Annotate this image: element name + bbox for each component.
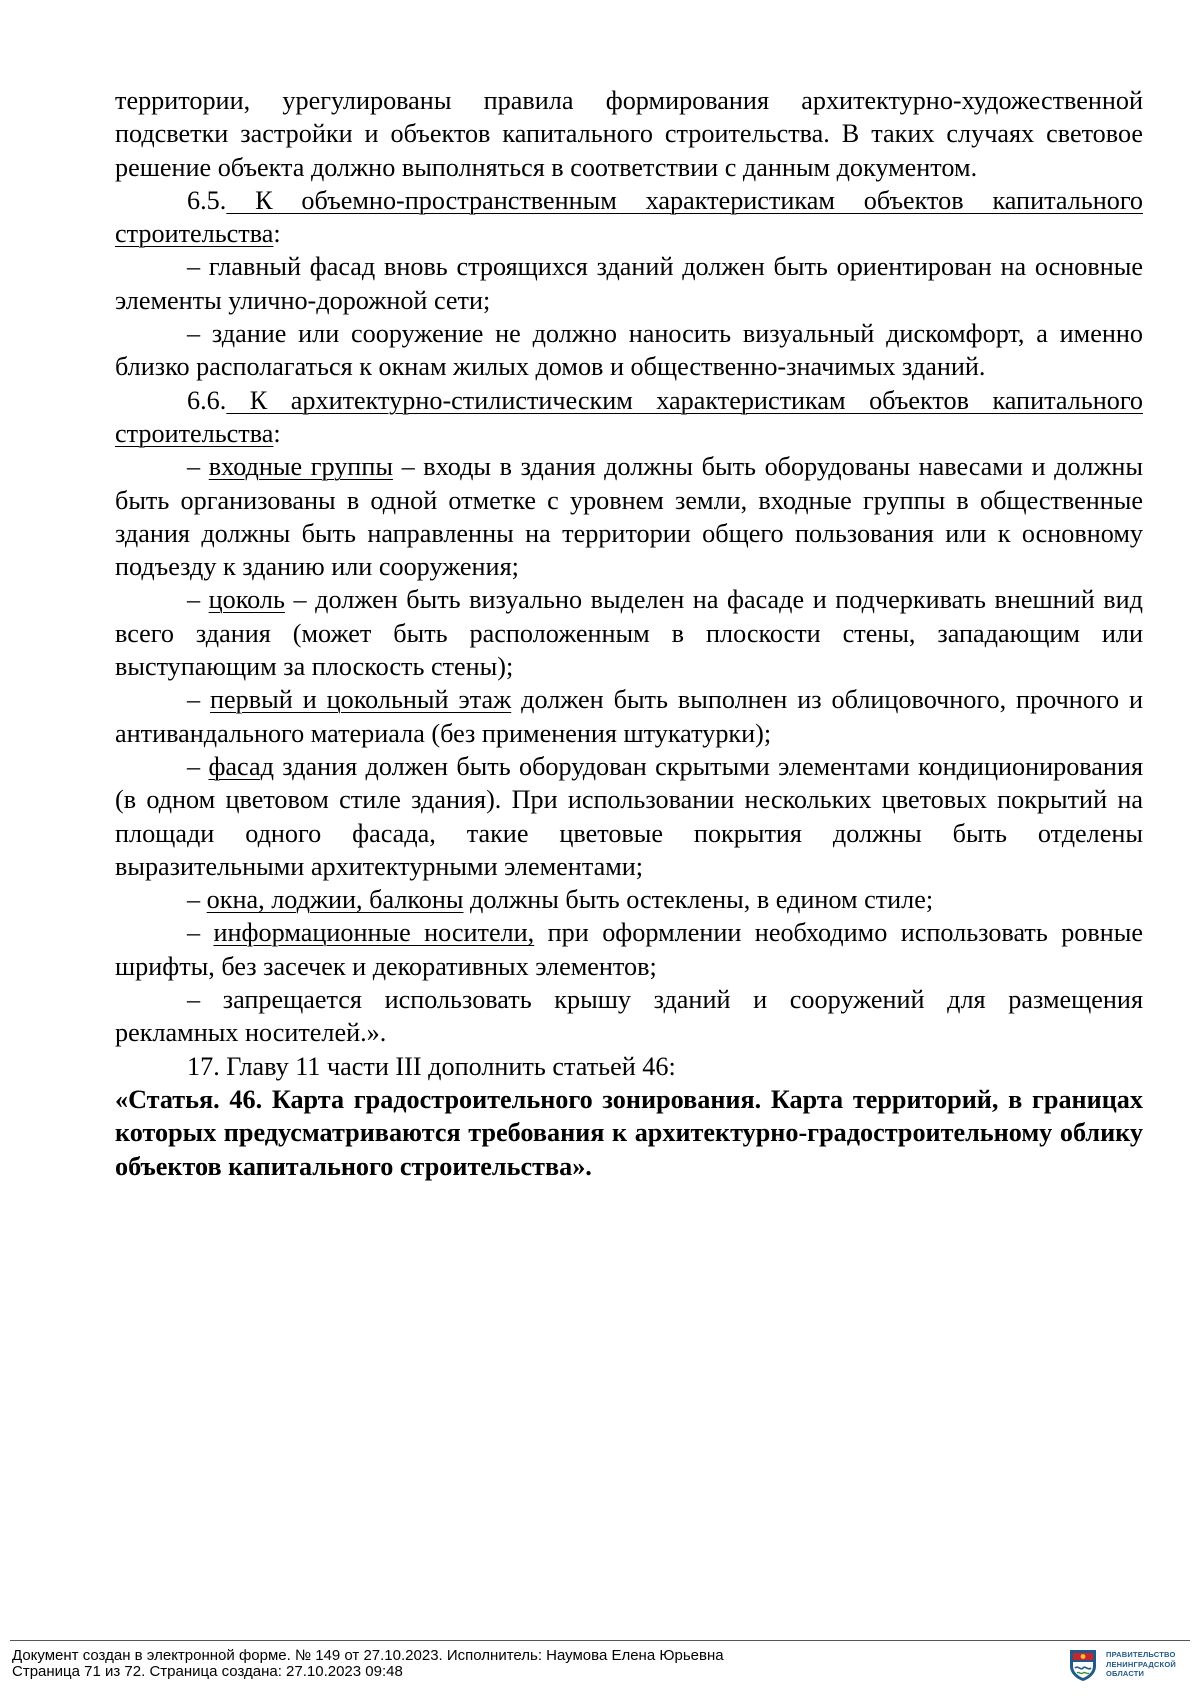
section-colon: : (273, 219, 281, 249)
list-item (115, 750, 1143, 883)
amendment-paragraph: 17. Главу 11 части III дополнить статьей 46: (187, 1051, 676, 1081)
list-item (115, 883, 1143, 916)
list-dash: – (187, 751, 209, 781)
list-term: входные группы (208, 452, 393, 482)
list-dash: – (187, 685, 211, 715)
list-item (115, 583, 1143, 683)
section-number: 6.6. (187, 385, 227, 415)
list-text: – входы в здания должны быть оборудованы навесами и должны быть организованы в одной отметке с уровнем земли, входные группы в общественные здания должны быть направленны на территории общего пользования или к основному подъезду к зданию или сооружения; (115, 452, 1143, 582)
list-text: – должен быть визуально выделен на фасаде и подчеркивать внешний вид всего здания (может быть расположенным в плоскости стены, западающим или выступающим за плоскость стены); (115, 585, 1143, 682)
list-term: цоколь (208, 585, 285, 615)
section-colon: : (273, 418, 281, 448)
list-dash: – (187, 585, 209, 615)
logo-caption-line: ЛЕНИНГРАДСКОЙ (1106, 1659, 1176, 1669)
list-dash: – (187, 452, 209, 482)
list-item (115, 683, 1143, 750)
paragraph-lighting: территории, урегулированы правила формирования архитектурно-художественной подсветки застройки и объектов капитального строительства. В таких случаях световое решение объекта должно выполняться в соответствии с данным документом. (115, 86, 1143, 182)
logo-caption-line: ОБЛАСТИ (1106, 1669, 1145, 1678)
section-title: К архитектурно-стилистическим характеристикам объектов капитального строительства (115, 385, 1143, 448)
section-6-5-heading (115, 184, 1143, 251)
list-text: должны быть остеклены, в едином стиле; (463, 885, 934, 915)
section-number: 6.5. (187, 185, 227, 215)
logo-caption (1106, 1648, 1176, 1679)
list-text: должен быть выполнен из облицовочного, прочного и антивандального материала (без применения штукатурки); (115, 685, 1144, 748)
footer-info (12, 1648, 724, 1680)
section-title: К объемно-пространственным характеристикам объектов капитального строительства (115, 185, 1143, 249)
list-term: первый и цокольный этаж (210, 685, 512, 715)
list-text: здания должен быть оборудован скрытыми элементами кондиционирования (в одном цветовом стиле здания). При использовании нескольких цветовых покрытий на площади одного фасада, такие цветовые покрытия должны быть отделены выразительными архитектурными элементами; (115, 751, 1143, 881)
list-term: фасад (208, 751, 274, 781)
list-text: при оформлении необходимо использовать ровные шрифты, без засечек и декоративных элементов; (115, 918, 1143, 981)
list-item (115, 450, 1143, 583)
article-46-title: «Статья. 46. Карта градостроительного зонирования. Карта территорий, в границах которых предусматриваются требования к архитектурно-градостроительному облику объектов капитального строительства». (115, 1084, 1143, 1181)
list-term: окна, лоджии, балконы (206, 885, 464, 915)
coat-of-arms-icon (1068, 1648, 1098, 1682)
list-item (115, 916, 1143, 983)
footer-document-line: Документ создан в электронной форме. № 149 от 27.10.2023. Исполнитель: Наумова Елена Юрьевна (12, 1647, 724, 1664)
document-body (115, 84, 1143, 1183)
footer-page-line: Страница 71 из 72. Страница создана: 27.10.2023 09:48 (12, 1663, 403, 1680)
list-item: – главный фасад вновь строящихся зданий должен быть ориентирован на основные элементы улично-дорожной сети; (115, 252, 1143, 315)
list-item: – здание или сооружение не должно наносить визуальный дискомфорт, а именно близко располагаться к окнам жилых домов и общественно-значимых зданий. (115, 319, 1143, 382)
footer-divider (10, 1640, 1190, 1641)
list-item: – запрещается использовать крышу зданий и сооружений для размещения рекламных носителей.». (115, 985, 1143, 1048)
list-dash: – (187, 918, 214, 948)
list-dash: – (187, 885, 207, 915)
list-term: информационные носители, (213, 918, 535, 948)
logo-caption-line: ПРАВИТЕЛЬСТВО (1106, 1650, 1176, 1659)
government-logo (1068, 1648, 1176, 1682)
section-6-6-heading (115, 384, 1143, 451)
